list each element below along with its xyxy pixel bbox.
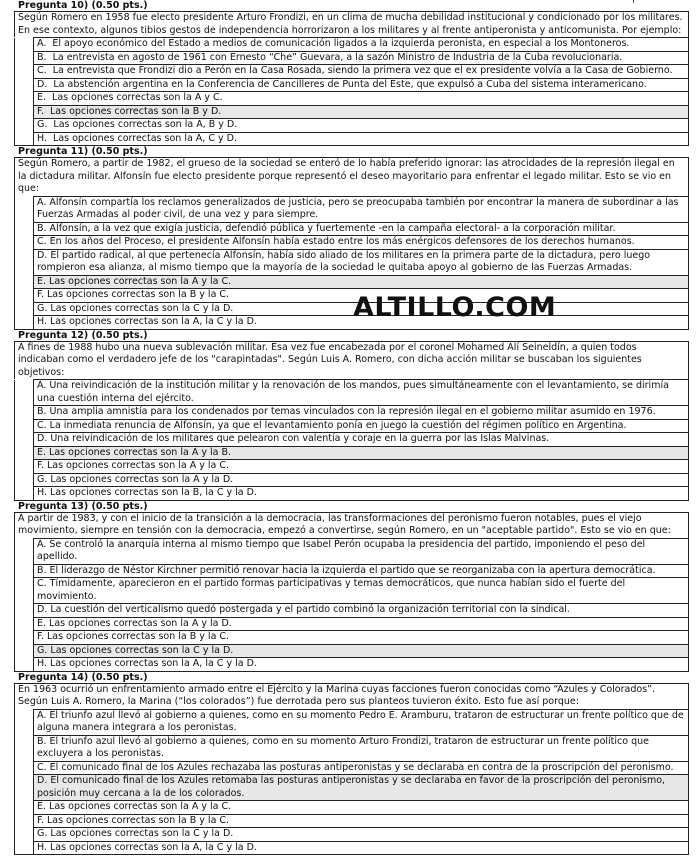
option-g[interactable]: G. Las opciones correctas son la C y la D.: [34, 644, 689, 658]
question-stem: Según Romero, a partir de 1982, el grueso de la sociedad se enteró de lo había preferido ignorar: las atrocidades de la represión ilegal en la dictadura militar. Alfonsín fue electo presidente porque representó el deseo mayoritario para enfrentar el legado militar. Esto se vio en que:: [14, 157, 689, 196]
options-table: [14, 709, 689, 856]
option-d[interactable]: D. El partido radical, al que pertenecía Alfonsín, había sido aliado de los militares en la primera parte de la dictadura, pero luego rompieron esa alianza, al mismo tiempo que la mayoría de la sociedad le quitaba apoyo al gobierno de las Fuerzas Armadas.: [34, 249, 689, 275]
option-g[interactable]: G. Las opciones correctas son la A y la D.: [34, 473, 689, 487]
option-a[interactable]: A. El apoyo económico del Estado a medios de comunicación ligados a la izquierda peronista, en especial a los Montoneros.: [34, 38, 689, 52]
option-f[interactable]: F. Las opciones correctas son la B y la C.: [34, 289, 689, 303]
option-a[interactable]: A. Se controló la anarquía interna al mismo tiempo que Isabel Perón ocupaba la presidencia del partido, imponiendo el peso del apellido.: [34, 538, 689, 564]
option-b[interactable]: B. El triunfo azul llevó al gobierno a quienes, como en su momento Arturo Frondizi, trataron de estructurar un frente político que excluyera a los peronistas.: [34, 735, 689, 761]
question-title: Pregunta 10) (0.50 pts.): [18, 0, 148, 11]
options-table: [14, 37, 689, 146]
option-c[interactable]: C. En los años del Proceso, el presidente Alfonsín había estado entre los más enérgicos defensores de los derechos humanos.: [34, 236, 689, 250]
question-14: [0, 672, 700, 856]
option-d[interactable]: D. Una reivindicación de los militares que pelearon con valentía y coraje en la guerra por las Islas Malvinas.: [34, 433, 689, 447]
option-e[interactable]: E. Las opciones correctas son la A y la B.: [34, 446, 689, 460]
option-b[interactable]: B. El liderazgo de Néstor Kirchner permitió renovar hacia la izquierda el partido que se reorganizaba con la apertura democrática.: [34, 564, 689, 578]
options-table: [14, 196, 689, 330]
question-10: [0, 0, 700, 146]
option-e[interactable]: E. Las opciones correctas son la A y la C.: [34, 801, 689, 815]
option-a[interactable]: A. El triunfo azul llevó al gobierno a quienes, como en su momento Pedro E. Aramburu, trataron de estructurar un frente político que de alguna manera integrara a los peronistas.: [34, 709, 689, 735]
option-c[interactable]: C. Tímidamente, aparecieron en el partido formas participativas y temas democráticos, que nunca habían sido el fuerte del movimiento.: [34, 578, 689, 604]
question-stem: Según Romero en 1958 fue electo presidente Arturo Frondizi, en un clima de mucha debilidad institucional y condicionado por los militares. En ese contexto, algunos tibios gestos de independencia horrorizaron a los militares y al frente antiperonista y anticomunista. Por ejemplo:: [14, 11, 689, 37]
option-d[interactable]: D. El comunicado final de los Azules retomaba las posturas antiperonistas y se declaraba en favor de la proscripción del peronismo, posición muy cercana a la de los colorados.: [34, 775, 689, 801]
option-c[interactable]: C. El comunicado final de los Azules rechazaba las posturas antiperonistas y se declaraba en contra de la proscripción del peronismo.: [34, 761, 689, 775]
option-h[interactable]: H. Las opciones correctas son la A, la C y la D.: [34, 658, 689, 672]
option-h[interactable]: H. Las opciones correctas son la A, C y D.: [34, 132, 689, 146]
option-h[interactable]: H. Las opciones correctas son la A, la C y la D.: [34, 316, 689, 330]
option-g[interactable]: G. Las opciones correctas son la C y la D.: [34, 302, 689, 316]
option-d[interactable]: D. La cuestión del verticalismo quedó postergada y el partido combinó la organización territorial con la sindical.: [34, 604, 689, 618]
option-f[interactable]: F. Las opciones correctas son la B y la C.: [34, 631, 689, 645]
option-g[interactable]: G. Las opciones correctas son la A, B y D.: [34, 119, 689, 133]
options-table: [14, 379, 689, 501]
question-12: [0, 330, 700, 501]
watermark-logo: ALTILLO.COM: [353, 292, 557, 323]
option-e[interactable]: E. Las opciones correctas son la A y la C.: [34, 275, 689, 289]
question-title: Pregunta 14) (0.50 pts.): [18, 671, 148, 683]
option-f[interactable]: F. Las opciones correctas son la A y la C.: [34, 460, 689, 474]
option-c[interactable]: C. La entrevista que Frondizi dio a Perón en la Casa Rosada, siendo la primera vez que el ex presidente volvía a la Casa de Gobierno.: [34, 65, 689, 79]
question-11: [0, 146, 700, 330]
option-g[interactable]: G. Las opciones correctas son la C y la D.: [34, 828, 689, 842]
option-a[interactable]: A. Alfonsín compartía los reclamos generalizados de justicia, pero se preocupaba también por encontrar la manera de subordinar a las Fuerzas Armadas al poder civil, de una vez y para siempre.: [34, 196, 689, 222]
option-e[interactable]: E. Las opciones correctas son la A y C.: [34, 92, 689, 106]
option-h[interactable]: H. Las opciones correctas son la B, la C y la D.: [34, 487, 689, 501]
option-b[interactable]: B. Una amplia amnistía para los condenados por temas vinculados con la represión ilegal en el gobierno militar asumido en 1976.: [34, 406, 689, 420]
option-f[interactable]: F. Las opciones correctas son la B y D.: [34, 105, 689, 119]
option-b[interactable]: B. Alfonsín, a la vez que exigía justicia, defendió pública y fuertemente -en la campaña electoral- a la corporación militar.: [34, 222, 689, 236]
option-b[interactable]: B. La entrevista en agosto de 1961 con Ernesto “Che” Guevara, a la sazón Ministro de Industria de la Cuba revolucionaria.: [34, 51, 689, 65]
option-e[interactable]: E. Las opciones correctas son la A y la D.: [34, 617, 689, 631]
option-h[interactable]: H. Las opciones correctas son la A, la C y la D.: [34, 841, 689, 855]
question-stem: A fines de 1988 hubo una nueva sublevación militar. Esa vez fue encabezada por el coronel Mohamed Alí Seineldín, a quien todos indicaban como el verdadero jefe de los "carapintadas". Según Luis A. Romero, con dicha acción militar se buscaban los siguientes objetivos:: [14, 341, 689, 380]
question-title: Pregunta 13) (0.50 pts.): [18, 500, 148, 512]
question-title: Pregunta 12) (0.50 pts.): [18, 329, 148, 341]
option-c[interactable]: C. La inmediata renuncia de Alfonsín, ya que el levantamiento ponía en juego la cuestión del régimen político en Argentina.: [34, 419, 689, 433]
option-d[interactable]: D. La abstención argentina en la Conferencia de Cancilleres de Punta del Este, que expulsó a Cuba del sistema interamericano.: [34, 78, 689, 92]
question-stem: A partir de 1983, y con el inicio de la transición a la democracia, las transformaciones del peronismo fueron notables, pues el viejo movimiento, siempre en tensión con la democracia, empezó a convertirse, según Romero, en un "aceptable partido". Esto se vio en que:: [14, 512, 689, 538]
option-a[interactable]: A. Una reivindicación de la institución militar y la renovación de los mandos, pues simultáneamente con el levantamiento, se dirimía una cuestión interna del ejército.: [34, 380, 689, 406]
question-stem: En 1963 ocurrió un enfrentamiento armado entre el Ejército y la Marina cuyas facciones fueron conocidas como “Azules y Colorados”. Según Luis A. Romero, la Marina (“los colorados”) fue derrotada pero sus planteos tuvieron éxito. Esto fue así porque:: [14, 683, 689, 709]
question-title: Pregunta 11) (0.50 pts.): [18, 146, 148, 157]
options-table: [14, 538, 689, 672]
question-13: [0, 501, 700, 672]
option-f[interactable]: F. Las opciones correctas son la B y la C.: [34, 814, 689, 828]
